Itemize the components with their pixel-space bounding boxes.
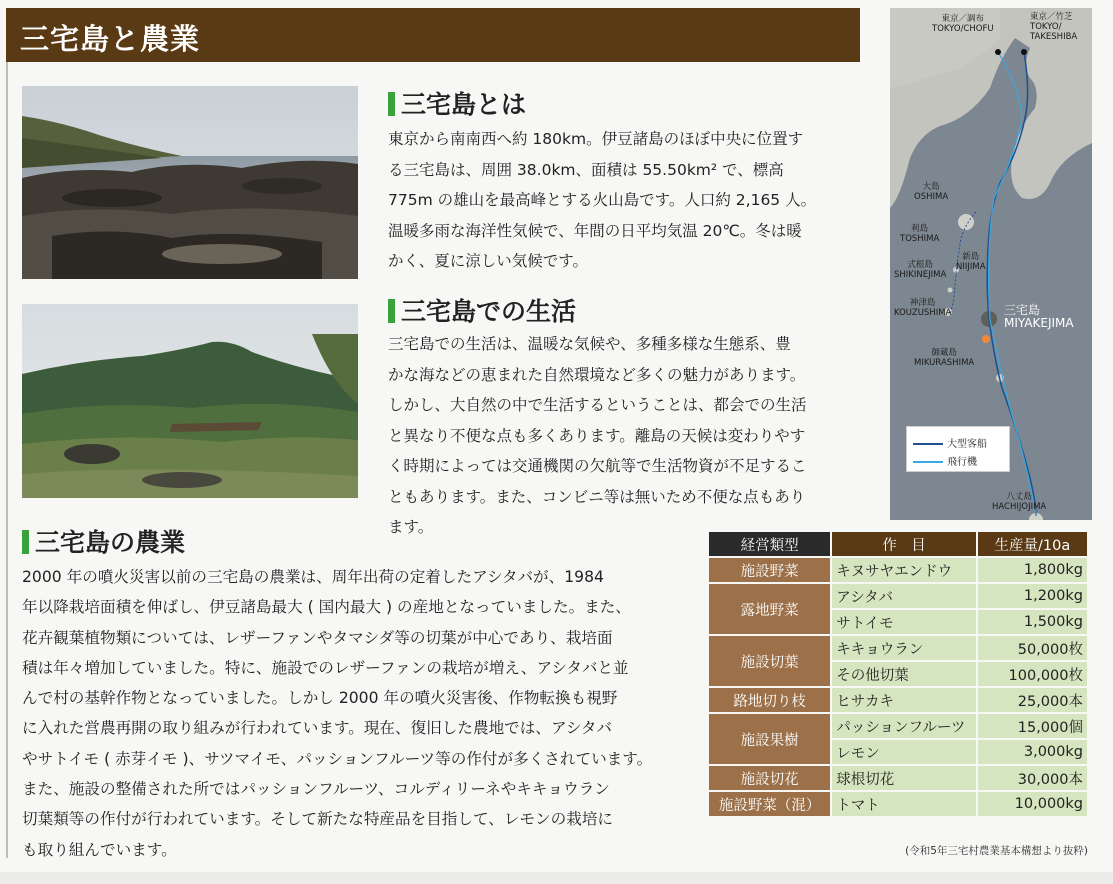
yield-cell: 100,000枚 xyxy=(978,662,1087,686)
coastline-photo xyxy=(22,86,358,279)
production-table xyxy=(707,530,1089,818)
text-line: しかし、大自然の中で生活するということは、都会での生活 xyxy=(388,396,807,414)
section-heading-about: 三宅島とは xyxy=(388,90,526,120)
yield-cell: 1,500kg xyxy=(978,610,1087,634)
text-line: 温暖多雨な海洋性気候で、年間の日平均気温 20℃。冬は暖 xyxy=(388,221,802,240)
text-line: 2000 年の噴火災害以前の三宅島の農業は、周年出荷の定着したアシタバが、1984 xyxy=(22,568,604,586)
ship-route-swatch xyxy=(913,443,943,445)
legend-item-ship: 大型客船 xyxy=(913,435,987,450)
text-line: 東京から南南西へ約 180km。伊豆諸島のほぼ中央に位置す xyxy=(388,130,804,148)
map-label-toshima: 利島 TOSHIMA xyxy=(900,224,940,244)
col-header-yield: 生産量/10a xyxy=(978,532,1087,556)
map-label-shikinejima: 式根島 SHIKINEJIMA xyxy=(894,260,947,280)
text-line: に入れた営農再開の取り組みが行われています。現在、復旧した農地では、アシタバ xyxy=(22,719,612,738)
yield-cell: 1,800kg xyxy=(978,558,1087,582)
crop-cell: パッションフルーツ xyxy=(832,714,976,738)
map-legend xyxy=(906,426,1010,472)
legend-item-plane: 飛行機 xyxy=(913,453,977,468)
text-line: 年以降栽培面積を伸ばし、伊豆諸島最大 ( 国内最大 ) の産地となっていました。また、 xyxy=(22,598,631,617)
text-line: かく、夏に涼しい気候です。 xyxy=(388,252,588,270)
crop-cell: キヌサヤエンドウ xyxy=(832,558,976,582)
crop-cell: サトイモ xyxy=(832,610,976,634)
table-row xyxy=(709,558,1087,582)
title-bar xyxy=(6,8,860,62)
table-row xyxy=(709,688,1087,712)
yield-cell: 25,000本 xyxy=(978,688,1087,712)
crop-cell: ヒサカキ xyxy=(832,688,976,712)
map-label-niijima: 新島 NIIJIMA xyxy=(956,252,986,272)
heading-marker xyxy=(22,530,29,554)
text-line: んで村の基幹作物となっていました。しかし 2000 年の噴火災害後、作物転換も視野 xyxy=(22,689,618,708)
crop-cell: トマト xyxy=(832,792,976,816)
left-rule xyxy=(6,62,8,858)
text-line: 775m の雄山を最高峰とする火山島です。人口約 2,165 人。 xyxy=(388,191,817,209)
yield-cell: 10,000kg xyxy=(978,792,1087,816)
text-line: と異なり不便な点も多くあります。離島の天候は変わりやす xyxy=(388,426,806,445)
heading-marker xyxy=(388,299,395,323)
section-text-life xyxy=(388,329,869,543)
type-cell: 施設切花 xyxy=(709,766,830,790)
col-header-type: 経営類型 xyxy=(709,532,830,556)
type-cell: 施設切葉 xyxy=(709,636,830,686)
table-source-note: (令和5年三宅村農業基本構想より抜粋) xyxy=(905,845,1088,857)
table-row xyxy=(709,714,1087,738)
text-line: やサトイモ ( 赤芽イモ )、サツマイモ、パッションフルーツ等の作付が多くされています。 xyxy=(22,749,653,768)
text-line: 花卉観葉植物類については、レザーファンやタマシダ等の切葉が中心であり、栽培面 xyxy=(22,628,613,647)
table-row xyxy=(709,636,1087,660)
heading-marker xyxy=(388,92,395,116)
mountain-photo xyxy=(22,304,358,498)
type-cell: 路地切り枝 xyxy=(709,688,830,712)
yield-cell: 1,200kg xyxy=(978,584,1087,608)
crop-cell: アシタバ xyxy=(832,584,976,608)
crop-cell: 球根切花 xyxy=(832,766,976,790)
table-row xyxy=(709,792,1087,816)
section-text-about xyxy=(388,124,869,277)
text-line: く時期によっては交通機関の欠航等で生活物資が不足するこ xyxy=(388,457,807,475)
yield-cell: 30,000本 xyxy=(978,766,1087,790)
text-line: る三宅島は、周囲 38.0km、面積は 55.50km² で、標高 xyxy=(388,160,784,179)
text-line: ともあります。また、コンビニ等は無いため不便な点もあり xyxy=(388,487,806,506)
yield-cell: 15,000個 xyxy=(978,714,1087,738)
map-label-hachijojima: 八丈島 HACHIJOJIMA xyxy=(992,492,1047,512)
section-heading-life: 三宅島での生活 xyxy=(388,297,576,327)
map-label-tokyo-chofu: 東京／調布 TOKYO/CHOFU xyxy=(932,14,994,34)
table-header-row xyxy=(709,532,1087,556)
text-line: も取り組んでいます。 xyxy=(22,840,177,859)
col-header-crop: 作 目 xyxy=(832,532,976,556)
bottom-rule xyxy=(0,872,1113,884)
type-cell: 施設野菜 xyxy=(709,558,830,582)
table-row xyxy=(709,584,1087,608)
section-text-agriculture xyxy=(22,562,694,865)
map-label-oshima: 大島 OSHIMA xyxy=(914,182,949,202)
type-cell: 施設果樹 xyxy=(709,714,830,764)
section-heading-agriculture: 三宅島の農業 xyxy=(22,528,185,558)
text-line: ます。 xyxy=(388,518,434,536)
type-cell: 露地野菜 xyxy=(709,584,830,634)
map-label-mikurashima: 御蔵島 MIKURASHIMA xyxy=(914,348,975,368)
map-label-tokyo-takeshiba: 東京／竹芝 TOKYO/ TAKESHIBA xyxy=(1030,12,1078,42)
type-cell: 施設野菜（混） xyxy=(709,792,830,816)
yield-cell: 50,000枚 xyxy=(978,636,1087,660)
izu-islands-map xyxy=(890,8,1092,520)
text-line: 積は年々増加していました。特に、施設でのレザーファンの栽培が増え、アシタバと並 xyxy=(22,658,629,677)
map-label-miyakejima: 三宅島 MIYAKEJIMA xyxy=(1004,303,1074,330)
yield-cell: 3,000kg xyxy=(978,740,1087,764)
text-line: 三宅島での生活は、温暖な気候や、多種多様な生態系、豊 xyxy=(388,335,791,353)
page-title: 三宅島と農業 xyxy=(20,22,201,56)
crop-cell: レモン xyxy=(832,740,976,764)
text-line: 切葉類等の作付が行われています。そして新たな特産品を目指して、レモンの栽培に xyxy=(22,810,614,829)
crop-cell: その他切葉 xyxy=(832,662,976,686)
table-row xyxy=(709,766,1087,790)
text-line: かな海などの恵まれた自然環境など多くの魅力があります。 xyxy=(388,365,806,384)
text-line: また、施設の整備された所ではパッションフルーツ、コルディリーネやキキョウラン xyxy=(22,780,610,799)
map-label-kozushima: 神津島 KOUZUSHIMA xyxy=(894,298,952,318)
flight-route-swatch xyxy=(913,461,943,463)
crop-cell: キキョウラン xyxy=(832,636,976,660)
